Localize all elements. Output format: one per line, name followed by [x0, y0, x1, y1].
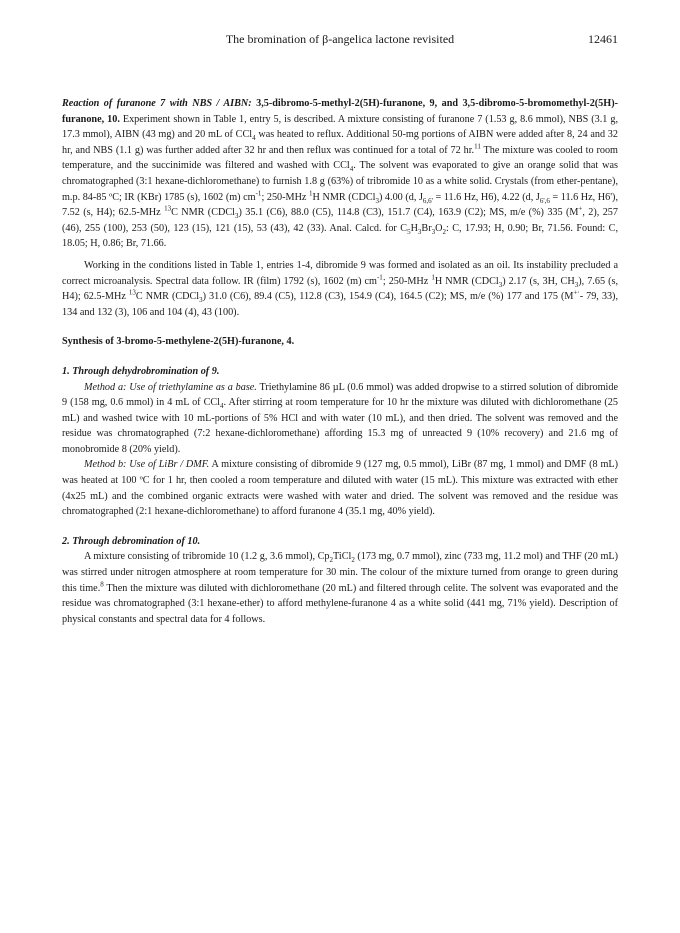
reaction-paragraph: Reaction of furanone 7 with NBS / AIBN: 3,5-dibromo-5-methyl-2(5H)-furanone, 9, and 3,5-dibromo-5-bromomethyl-2(5H)-furanone, 10. Experiment shown in Table 1, entry 5, is described. A mixture consisting of furanone 7 (1.53 g, 8.6 mmol), NBS (3.1 g, 17.3 mmol), AIBN (43 mg) and 20 mL of CCl$_4$ was heated to reflux. Additional 50-mg portions of AIBN were added after 8, 24 and 32 hr, and NBS (1.1 g) was further added after 32 hr and then reflux was continued for a total of 72 hr.$^{11}$ The mixture was cooled to room temperature, and the succinimide was filtered and washed with CCl$_4$. The solvent was evaporated to give an orange solid that was chromatographed (3:1 hexane-dichloromethane) to furnish 1.8 g (63%) of tribromide 10 as a white solid. Crystals (from ether-pentane), m.p. 84-85 ºC; IR (KBr) 1785 (s), 1602 (m) $cm^{-1}$; 250-MHz $^1$H NMR (CDCl$_3$) 4.00 (d, $J_{6,6'} = 11.6$ Hz, H6), 4.22 (d, $J_{6',6} = 11.6$ Hz, H6'), 7.52 (s, H4); 62.5-MHz $^{13}$C NMR (CDCl$_3$) 35.1 (C6), 88.0 (C5), 114.8 (C3), 151.7 (C4), 163.9 (C2); MS, m/e (%) 335 (M+, 2), 257 (46), 255 (100), 253 (50), 123 (15), 121 (15), 53 (43), 42 (33). Anal. Calcd. for $C_5H_3Br_3O_2$: C, 17.93; H, 0.90; Br, 71.56. Found: C, 18.05; H, 0.86; Br, 71.66.: [62, 98, 618, 250]
subsection-heading-dehydrobromination: 1. Through dehydrobromination of 9.: [62, 365, 220, 377]
dibromide-paragraph: Working in the conditions listed in Table 1, entries 1-4, dibromide 9 was formed and isolated as an oil. Its instability precluded a correct microanalysis. Spectral data follow. IR (film) 1792 (s), 1602 (m) $cm^{-1}$; 250-MHz $^1$H NMR (CDCl$_3$) 2.17 (s, 3H, $CH_3$), 7.65 (s, H4); 62.5-MHz $^{13}$C NMR (CDCl$_3$) 31.0 (C6), 89.4 (C5), 112.8 (C3), 154.9 (C4), 164.5 (C2); MS, m/e (%) 177 and 175 (M+·- 79, 33), 134 and 132 (3), 106 and 104 (4), 43 (100).: [62, 259, 618, 318]
section-heading: Synthesis of 3-bromo-5-methylene-2(5H)-furanone, 4.: [62, 336, 295, 348]
running-header: [0, 32, 680, 48]
method-a-paragraph: Method a: Use of triethylamine as a base. Triethylamine 86 µL (0.6 mmol) was added dropwise to a stirred solution of dibromide 9 (158 mg, 0.6 mmol) in 4 mL of CCl$_4$. After stirring at room temperature for 10 hr the mixture was diluted with dichloromethane (25 mL) and washed twice with 10 mL-portions of 5% HCl and with water (10 mL), and then dried. The solvent was removed and the residue was chromatographed (7:2 hexane-dichloromethane) affording 15.3 mg of unreacted 9 (10% recovery) and 21.6 mg of monobromide 8 (20% yield).: [62, 381, 618, 455]
article-body: [62, 96, 618, 627]
reaction-title: Reaction of furanone 7 with NBS / AIBN: 3,5-dibromo-5-methyl-2(5H)-furanone, 9, and 3,5-dibromo-5-bromomethyl-2(5H)-furanone, 10.: [62, 98, 618, 125]
method-a-label: Method a: Use of triethylamine as a base.: [84, 381, 257, 393]
page-number: 12461: [588, 32, 618, 46]
running-title: The bromination of β-angelica lactone revisited: [225, 32, 455, 46]
method-b-paragraph: Method b: Use of LiBr / DMF. A mixture consisting of dibromide 9 (127 mg, 0.5 mmol), LiBr (87 mg, 1 mmol) and DMF (8 mL) was heated at 100 ºC for 1 hr, then cooled a room temperature and diluted with water (15 mL). This mixture was extracted with ether (4x25 mL) and the combined organic extracts were washed with water and dried. The solvent was removed and the residue was chromatographed (2:1 hexane-dichloromethane) to afford furanone 4 (35.1 mg, 40% yield).: [62, 459, 618, 518]
debromination-paragraph: A mixture consisting of tribromide 10 (1.2 g, 3.6 mmol), $Cp_2TiCl_2$ (173 mg, 0.7 mmol), zinc (733 mg, 11.2 mol) and THF (20 mL) was stirred under nitrogen atmosphere at room temperature for 30 min. The colour of the mixture turned from orange to green during this time.$^8$ Then the mixture was diluted with dichloromethane (20 mL) and filtered through celite. The solvent was evaporated and the residue was chromatographed (3:1 hexane-ether) to afford methylene-furanone 4 as a white solid (441 mg, 71% yield). Description of physical constants and spectral data for 4 follows.: [62, 551, 619, 625]
subsection-heading-debromination: 2. Through debromination of 10.: [62, 535, 201, 547]
method-b-label: Method b: Use of LiBr / DMF.: [84, 459, 210, 471]
